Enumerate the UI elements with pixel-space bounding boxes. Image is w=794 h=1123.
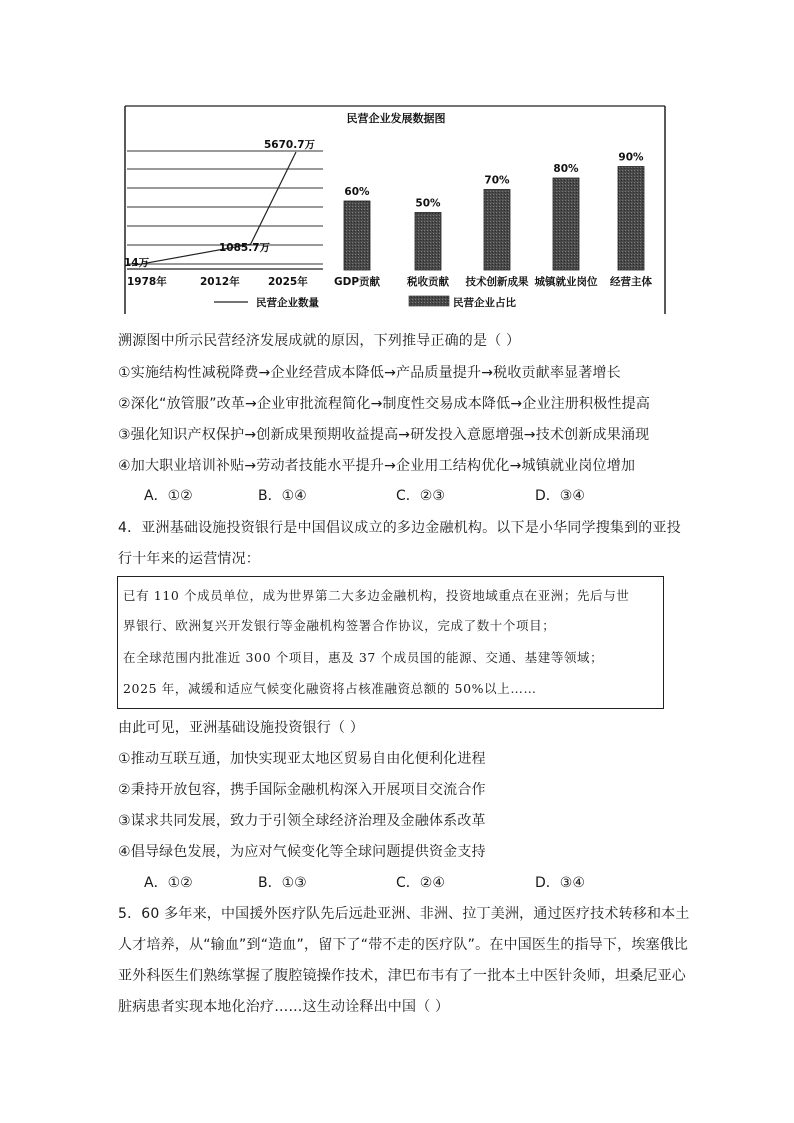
chart-title: 民营企业发展数据图 xyxy=(346,112,446,125)
q4-material-line-1: 已有 110 个成员单位，成为世界第二大多边金融机构，投资地域重点在亚洲；先后与世 xyxy=(123,588,630,603)
legend-bar-label: 民营企业占比 xyxy=(453,297,516,309)
q4-stem-line1: 4．亚洲基础设施投资银行是中国倡议成立的多边金融机构。以下是小华同学搜集到的亚投 xyxy=(118,520,681,536)
q4-item-1: ①推动互联互通，加快实现亚太地区贸易自由化便利化进程 xyxy=(118,751,486,767)
line-x-tick-label: 2025年 xyxy=(268,276,308,288)
bar-2 xyxy=(415,213,441,271)
legend-line-label: 民营企业数量 xyxy=(256,297,319,309)
q4-material-box xyxy=(117,576,664,709)
line-point-label: 1085.7万 xyxy=(219,242,271,254)
q4-material-line-2: 界银行、欧洲复兴开发银行等金融机构签署合作协议，完成了数十个项目； xyxy=(123,618,556,633)
q4-material-line-4: 2025 年，减缓和适应气候变化融资将占核准融资总额的 50%以上…… xyxy=(123,681,537,696)
bar-value-label: 80% xyxy=(553,163,579,175)
bar-value-label: 60% xyxy=(344,186,370,198)
q4-stem-line2: 行十年来的运营情况： xyxy=(118,551,260,567)
q4-item-2: ②秉持开放包容，携手国际金融机构深入开展项目交流合作 xyxy=(118,782,486,798)
bar-category-label: 城镇就业岗位 xyxy=(534,276,598,288)
bar-category-label: 经营主体 xyxy=(610,276,652,288)
q5-line-1: 5．60 多年来，中国援外医疗队先后远赴亚洲、非洲、拉丁美洲，通过医疗技术转移和本土 xyxy=(118,906,690,922)
q4-option-d[interactable]: D．③④ xyxy=(535,875,585,891)
bar-value-label: 90% xyxy=(618,151,644,164)
q4-item-3: ③谋求共同发展，致力于引领全球经济治理及金融体系改革 xyxy=(118,813,486,829)
q5-line-4: 脏病患者实现本地化治疗……这生动诠释出中国（ ） xyxy=(118,999,450,1015)
q4-option-c[interactable]: C．②④ xyxy=(396,875,445,891)
q3-item-4: ④加大职业培训补贴→劳动者技能水平提升→企业用工结构优化→城镇就业岗位增加 xyxy=(118,458,636,474)
q3-stem: 溯源图中所示民营经济发展成就的原因，下列推导正确的是（ ） xyxy=(118,333,521,349)
q3-option-b[interactable]: B．①④ xyxy=(258,488,307,504)
bar-category-label: GDP贡献 xyxy=(333,276,381,288)
q3-item-3: ③强化知识产权保护→创新成果预期收益提高→研发投入意愿增强→技术创新成果涌现 xyxy=(118,427,650,443)
q3-item-1: ①实施结构性减税降费→企业经营成本降低→产品质量提升→税收贡献率显著增长 xyxy=(118,365,621,381)
q3-item-2: ②深化“放管服”改革→企业审批流程简化→制度性交易成本降低→企业注册积极性提高 xyxy=(118,396,651,412)
q4-option-a[interactable]: A．①② xyxy=(144,875,193,891)
q3-option-a[interactable]: A．①② xyxy=(144,488,193,504)
private-enterprise-chart xyxy=(124,104,666,316)
q5-line-2: 人才培养，从“输血”到“造血”，留下了“带不走的医疗队”。在中国医生的指导下，埃塞俄比 xyxy=(118,937,689,953)
bar-5 xyxy=(618,167,644,271)
q3-option-d[interactable]: D．③④ xyxy=(535,488,585,504)
bar-value-label: 70% xyxy=(484,174,510,187)
bar-value-label: 50% xyxy=(415,197,441,210)
bar-1 xyxy=(344,201,370,270)
q4-material-line-3: 在全球范围内批准近 300 个项目，惠及 37 个成员国的能源、交通、基建等领域； xyxy=(123,650,604,665)
q4-option-b[interactable]: B．①③ xyxy=(258,875,307,891)
legend-bar-symbol xyxy=(409,296,449,306)
bar-chart-area xyxy=(334,152,653,289)
bar-4 xyxy=(553,178,579,270)
line-point-label: 14万 xyxy=(124,257,150,269)
bar-category-label: 税收贡献 xyxy=(407,276,449,288)
line-x-tick-label: 2012年 xyxy=(200,276,240,288)
q5-line-3: 亚外科医生们熟练掌握了腹腔镜操作技术，津巴布韦有了一批本土中医针灸师，坦桑尼亚心 xyxy=(118,968,686,984)
line-point-label: 5670.7万 xyxy=(264,139,316,151)
line-chart-area xyxy=(124,139,323,288)
line-x-tick-label: 1978年 xyxy=(127,276,167,288)
q4-conclusion: 由此可见，亚洲基础设施投资银行（ ） xyxy=(118,720,365,736)
bar-3 xyxy=(484,190,510,271)
bar-category-label: 技术创新成果 xyxy=(465,276,529,288)
q4-item-4: ④倡导绿色发展，为应对气候变化等全球问题提供资金支持 xyxy=(118,844,486,860)
q3-option-c[interactable]: C．②③ xyxy=(396,488,445,504)
